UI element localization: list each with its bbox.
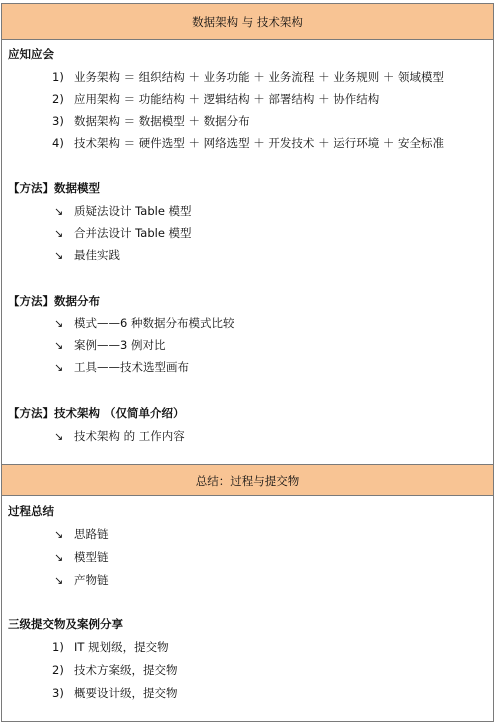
- numbered-item-4: [52, 135, 444, 151]
- arrow-down-right-icon: ↘: [54, 205, 64, 218]
- list-item: ↘ 模型链: [54, 550, 109, 564]
- item-number: 2): [52, 663, 64, 677]
- item-number: 2): [52, 92, 64, 106]
- list-item: ↘ 案例——3 例对比: [54, 338, 166, 352]
- arrow-down-right-icon: ↘: [54, 551, 64, 564]
- section-summary-body: [2, 496, 493, 720]
- arrow-down-right-icon: ↘: [54, 430, 64, 443]
- list-item: ↘ 最佳实践: [54, 248, 120, 262]
- document-frame: [1, 3, 494, 722]
- item-text: 应用架构 ＝ 功能结构 ＋ 逻辑结构 ＋ 部署结构 ＋ 协作结构: [74, 92, 380, 106]
- block-title-process: 过程总结: [8, 504, 54, 518]
- arrow-down-right-icon: ↘: [54, 528, 64, 541]
- block-title-deliverables: 三级提交物及案例分享: [8, 617, 123, 631]
- list-item: ↘ 质疑法设计 Table 模型: [54, 204, 192, 218]
- section-header-architecture: 数据架构 与 技术架构: [2, 4, 493, 40]
- list-item: ↘ 合并法设计 Table 模型: [54, 226, 192, 240]
- list-item: ↘ 工具——技术选型画布: [54, 360, 189, 374]
- list-item: ↘ 模式——6 种数据分布模式比较: [54, 316, 235, 330]
- item-text: 概要设计级，提交物: [74, 686, 178, 700]
- item-number: 1): [52, 70, 64, 84]
- numbered-item-1: [52, 69, 444, 85]
- arrow-down-right-icon: ↘: [54, 249, 64, 262]
- numbered-item-1: [52, 639, 169, 655]
- method-title-data-distribution: 【方法】数据分布: [8, 294, 100, 308]
- block-title-know: 应知应会: [8, 47, 54, 61]
- method-title-tech-architecture: 【方法】技术架构 （仅简单介绍）: [8, 406, 185, 420]
- numbered-item-3: [52, 113, 250, 129]
- arrow-down-right-icon: ↘: [54, 574, 64, 587]
- item-number: 3): [52, 686, 64, 700]
- item-text: 数据架构 ＝ 数据模型 ＋ 数据分布: [74, 114, 250, 128]
- list-item: ↘ 产物链: [54, 573, 109, 587]
- arrow-down-right-icon: ↘: [54, 361, 64, 374]
- arrow-down-right-icon: ↘: [54, 317, 64, 330]
- list-item: ↘ 技术架构 的 工作内容: [54, 429, 185, 443]
- section-header-summary: 总结：过程与提交物: [2, 464, 493, 496]
- arrow-down-right-icon: ↘: [54, 339, 64, 352]
- section-architecture-body: [2, 40, 493, 464]
- item-text: 业务架构 ＝ 组织结构 ＋ 业务功能 ＋ 业务流程 ＋ 业务规则 ＋ 领域模型: [74, 70, 445, 84]
- item-text: 技术架构 ＝ 硬件选型 ＋ 网络选型 ＋ 开发技术 ＋ 运行环境 ＋ 安全标准: [74, 136, 445, 150]
- numbered-item-2: [52, 91, 379, 107]
- item-number: 1): [52, 640, 64, 654]
- item-number: 4): [52, 136, 64, 150]
- item-text: 技术方案级，提交物: [74, 663, 178, 677]
- arrow-down-right-icon: ↘: [54, 227, 64, 240]
- numbered-item-2: [52, 662, 178, 678]
- numbered-item-3: [52, 685, 178, 701]
- method-title-data-model: 【方法】数据模型: [8, 181, 100, 195]
- item-text: IT 规划级，提交物: [74, 640, 169, 654]
- item-number: 3): [52, 114, 64, 128]
- list-item: ↘ 思路链: [54, 527, 109, 541]
